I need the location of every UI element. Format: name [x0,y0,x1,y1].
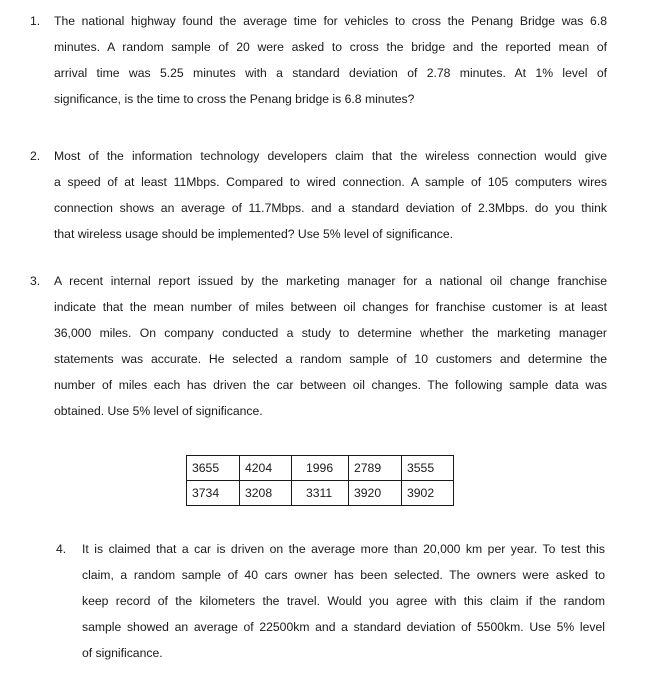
question-text-line: a speed of at least 11Mbps. Compared to wired connection. A sample of 105 computers wires [54,175,607,189]
question-text-line: arrival time was 5.25 minutes with a standard deviation of 2.78 minutes. At 1% level of [54,66,607,80]
question-number: 1. [30,14,41,28]
question-text-line: claim, a random sample of 40 cars owner has been selected. The owners were asked to [82,568,605,582]
table-cell: 3920 [349,481,402,506]
question-text-line: that wireless usage should be implemented? Use 5% level of significance. [54,227,454,241]
question-text-line: sample showed an average of 22500km and a standard deviation of 5500km. Use 5% level [82,620,605,634]
sample-data-table [186,455,454,506]
question-number: 2. [30,149,41,163]
question-text-line: keep record of the kilometers the travel. Would you agree with this claim if the random [82,594,605,608]
table-cell: 3208 [240,481,292,506]
table-cell: 3311 [292,481,349,506]
table-row [187,481,454,506]
table-cell: 2789 [349,456,402,481]
question-text-line: connection shows an average of 11.7Mbps. and a standard deviation of 2.3Mbps. do you think [54,201,607,215]
table-cell: 3555 [402,456,454,481]
question-text-line: number of miles each has driven the car between oil changes. The following sample data was [54,378,607,392]
table-cell: 3734 [187,481,240,506]
question-text-line: A recent internal report issued by the marketing manager for a national oil change franchise [54,274,607,288]
question-text-line: obtained. Use 5% level of significance. [54,404,263,418]
table-cell: 3902 [402,481,454,506]
question-text-line: 36,000 miles. On company conducted a study to determine whether the marketing manager [54,326,607,340]
question-number: 4. [56,542,67,556]
table-cell: 4204 [240,456,292,481]
question-text-line: Most of the information technology developers claim that the wireless connection would give [54,149,607,163]
question-text-line: of significance. [82,646,163,660]
question-text-line: statements was accurate. He selected a random sample of 10 customers and determine the [54,352,607,366]
question-text-line: indicate that the mean number of miles between oil changes for franchise customer is at least [54,300,607,314]
table-cell: 1996 [292,456,349,481]
question-text-line: significance, is the time to cross the Penang bridge is 6.8 minutes? [54,92,415,106]
table-row [187,456,454,481]
question-text-line: minutes. A random sample of 20 were asked to cross the bridge and the reported mean of [54,40,607,54]
question-number: 3. [30,274,41,288]
question-text-line: It is claimed that a car is driven on the average more than 20,000 km per year. To test this [82,542,605,556]
table-cell: 3655 [187,456,240,481]
question-text-line: The national highway found the average time for vehicles to cross the Penang Bridge was 6.8 [54,14,607,28]
